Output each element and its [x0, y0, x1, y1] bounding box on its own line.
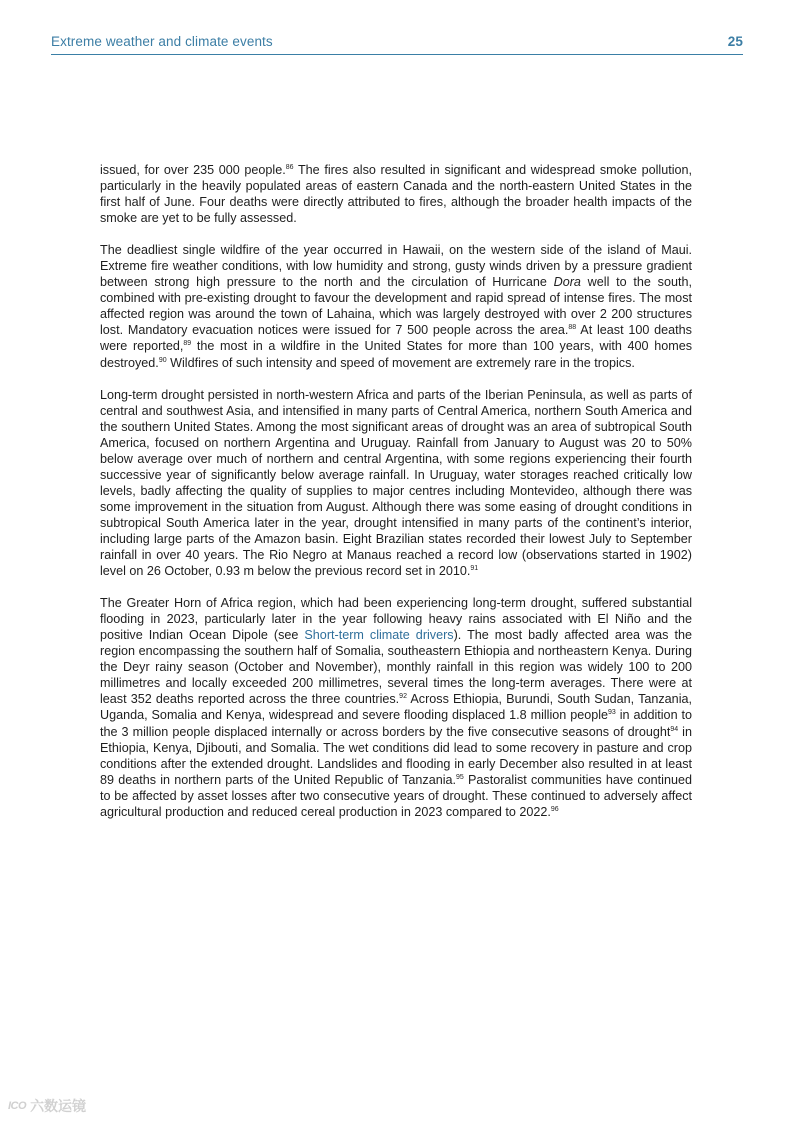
body-text [100, 162, 692, 836]
footnote-reference[interactable]: 95 [456, 773, 464, 781]
footnote-reference[interactable]: 89 [183, 340, 192, 348]
cross-reference-link[interactable]: Short-term climate drivers [304, 628, 454, 643]
footnote-reference[interactable]: 86 [285, 164, 294, 171]
italic-term: Dora [553, 275, 581, 290]
footnote-reference[interactable]: 90 [158, 356, 167, 364]
watermark-text: 六数运镜 [30, 1098, 87, 1114]
footnote-reference[interactable]: 94 [670, 725, 679, 733]
footnote-reference[interactable]: 96 [550, 805, 559, 813]
text-run: issued, for over 235 000 people. [100, 163, 286, 177]
paragraph [100, 595, 692, 820]
text-run: The deadliest single wildfire of the year occurred in Hawaii, on the western side of the island of Maui. Extreme fire weather conditions, with low humidity and strong, gusty winds driven by a pressure gradient between strong high pressure to the north and the circulation of Hurricane [100, 243, 692, 290]
paragraph [100, 387, 692, 580]
text-run: The Greater Horn of Africa region, which had been experiencing long-term drought, suffered substantial flooding in 2023, particularly later in the year following heavy rains associated with El Niño and the positive Indian Ocean Dipole (see [100, 596, 692, 643]
paragraph [100, 242, 692, 370]
running-header [51, 34, 743, 55]
text-run: The fires also resulted in significant and widespread smoke pollution, particularly in the heavily populated areas of eastern Canada and the north-eastern United States in the first half of June. Four deaths were directly attributed to fires, although the broader health impacts of the smoke are yet to be fully assessed. [100, 163, 693, 226]
watermark [8, 1096, 86, 1116]
section-title: Extreme weather and climate events [51, 34, 273, 49]
text-run: Pastoralist communities have continued to be affected by asset losses after two consecutive years of drought. These continued to adversely affect agricultural production and reduced cereal production in 2023 compared to 2022. [100, 772, 692, 819]
page-number: 25 [727, 34, 743, 49]
text-run: ). The most badly affected area was the region encompassing the southern half of Somalia, southeastern Ethiopia and northeastern Kenya. During the Deyr rainy season (October and November), monthly rainfall in this region was widely 100 to 200 millimetres and locally exceeded 200 millimetres, several times the long-term averages. There were at least 352 deaths reported across the three countries. [100, 628, 692, 707]
text-run: At least 100 deaths were reported, [100, 323, 692, 354]
text-run: the most in a wildfire in the United States for more than 100 years, with 400 homes destroyed. [100, 339, 693, 370]
text-run: in Ethiopia, Kenya, Djibouti, and Somalia. The wet conditions did lead to some recovery in pasture and crop conditions after the extended drought. Landslides and flooding in early December also resulted in at least 89 deaths in northern parts of the United Republic of Tanzania. [100, 724, 692, 787]
footnote-reference[interactable]: 91 [470, 565, 479, 573]
text-run: in addition to the 3 million people displaced internally or across borders by the five consecutive seasons of drought [100, 708, 692, 739]
text-run: Across Ethiopia, Burundi, South Sudan, Tanzania, Uganda, Somalia and Kenya, widespread and severe flooding displaced 1.8 million people [100, 692, 692, 723]
text-run: well to the south, combined with pre-existing drought to favour the development and rapid spread of intense fires. The most affected region was around the town of Lahaina, which was largely destroyed with over 2 200 structures lost. Mandatory evacuation notices were issued for 7 500 people across the area. [100, 275, 692, 338]
text-run: Wildfires of such intensity and speed of movement are extremely rare in the tropics. [166, 355, 635, 370]
text-run: Long-term drought persisted in north-western Africa and parts of the Iberian Peninsula, as well as parts of central and southwest Asia, and intensified in many parts of Central America, northern South America and the southern United States. Among the most significant areas of drought was an area of subtropical South America, focused on northern Argentina and Uruguay. Rainfall from January to August was 20 to 50% below average over much of northern and central Argentina, with some regions experiencing their fourth successive year of significantly below average rainfall. In Uruguay, water storages reached critically low levels, badly affecting the quality of supplies to major centres including Montevideo, although there was some improvement in the situation from August. Although there was some easing of drought conditions in subtropical South America later in the year, drought intensified in many parts of the continent’s interior, including large parts of the Amazon basin. Eight Brazilian states recorded their lowest July to September rainfall in over 40 years. The Rio Negro at Manaus reached a record low (observations started in 1902) level on 26 October, 0.93 m below the previous record set in 2010. [100, 387, 692, 579]
paragraph [100, 162, 692, 226]
watermark-logo-icon: ICO [8, 1100, 27, 1112]
footnote-reference[interactable]: 93 [608, 709, 616, 717]
footnote-reference[interactable]: 92 [399, 693, 407, 701]
footnote-reference[interactable]: 88 [568, 324, 577, 332]
